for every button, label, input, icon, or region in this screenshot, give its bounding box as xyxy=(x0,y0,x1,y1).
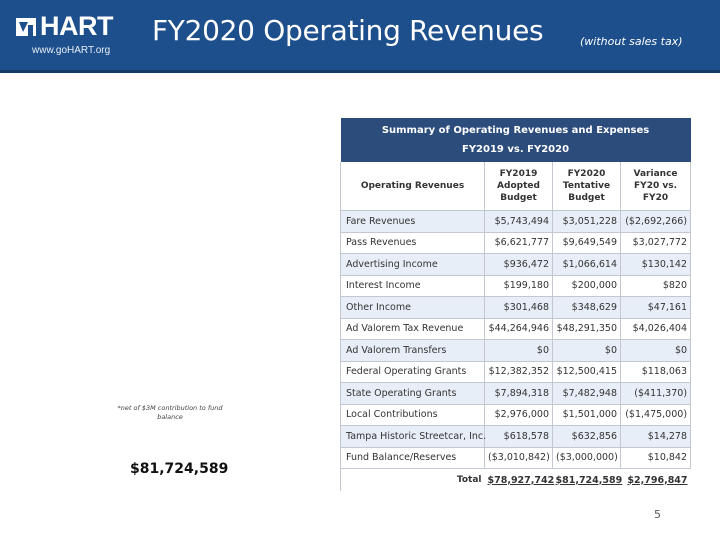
row-variance: $4,026,404 xyxy=(621,318,691,340)
row-fy2020: $0 xyxy=(553,340,621,362)
row-fy2019: $5,743,494 xyxy=(485,211,553,233)
row-variance: ($2,692,266) xyxy=(621,211,691,233)
row-fy2020: ($3,000,000) xyxy=(553,447,621,469)
summary-table xyxy=(340,118,691,491)
table-title-row xyxy=(341,118,691,162)
table-title xyxy=(341,118,691,162)
row-fy2019: $2,976,000 xyxy=(485,404,553,426)
row-fy2020: $200,000 xyxy=(553,275,621,297)
footnote: *net of $3M contribution to fund balance xyxy=(117,404,223,421)
row-fy2020: $7,482,948 xyxy=(553,383,621,405)
row-label: Federal Operating Grants xyxy=(341,361,485,383)
table-row xyxy=(341,340,691,362)
page-title: FY2020 Operating Revenues xyxy=(152,14,544,47)
table-body xyxy=(341,211,691,469)
table-row xyxy=(341,361,691,383)
row-variance: $10,842 xyxy=(621,447,691,469)
table-row xyxy=(341,404,691,426)
table-column-header-row xyxy=(341,162,691,211)
row-label: State Operating Grants xyxy=(341,383,485,405)
total-label: Total xyxy=(341,469,485,492)
row-variance: $130,142 xyxy=(621,254,691,276)
table-row xyxy=(341,447,691,469)
row-fy2020: $1,501,000 xyxy=(553,404,621,426)
row-variance: $820 xyxy=(621,275,691,297)
row-label: Local Contributions xyxy=(341,404,485,426)
table-total-row xyxy=(341,469,691,492)
big-total-amount: $81,724,589 xyxy=(130,461,229,477)
row-fy2019: $6,621,777 xyxy=(485,232,553,254)
table-row xyxy=(341,211,691,233)
row-fy2020: $3,051,228 xyxy=(553,211,621,233)
row-fy2019: $199,180 xyxy=(485,275,553,297)
row-fy2020: $348,629 xyxy=(553,297,621,319)
page-number: 5 xyxy=(654,508,661,521)
table-row xyxy=(341,383,691,405)
table-title-line1: Summary of Operating Revenues and Expenses xyxy=(381,125,650,136)
table-row xyxy=(341,426,691,448)
table-row xyxy=(341,297,691,319)
row-fy2020: $1,066,614 xyxy=(553,254,621,276)
row-label: Fare Revenues xyxy=(341,211,485,233)
row-label: Ad Valorem Tax Revenue xyxy=(341,318,485,340)
row-variance: $14,278 xyxy=(621,426,691,448)
column-header-fy2020: FY2020 Tentative Budget xyxy=(553,162,621,211)
row-label: Advertising Income xyxy=(341,254,485,276)
row-fy2019: $618,578 xyxy=(485,426,553,448)
table-row xyxy=(341,232,691,254)
row-fy2019: $44,264,946 xyxy=(485,318,553,340)
page-subtitle: (without sales tax) xyxy=(580,35,683,48)
row-label: Tampa Historic Streetcar, Inc. xyxy=(341,426,485,448)
total-variance: $2,796,847 xyxy=(621,469,691,492)
row-fy2020: $632,856 xyxy=(553,426,621,448)
header-bar xyxy=(0,0,720,73)
hart-logo[interactable] xyxy=(16,11,132,64)
row-variance: $3,027,772 xyxy=(621,232,691,254)
row-variance: $118,063 xyxy=(621,361,691,383)
row-label: Interest Income xyxy=(341,275,485,297)
row-fy2019: $12,382,352 xyxy=(485,361,553,383)
row-label: Pass Revenues xyxy=(341,232,485,254)
total-fy2020: $81,724,589 xyxy=(553,469,621,492)
table-row xyxy=(341,318,691,340)
row-fy2020: $48,291,350 xyxy=(553,318,621,340)
row-fy2020: $9,649,549 xyxy=(553,232,621,254)
row-variance: ($411,370) xyxy=(621,383,691,405)
row-variance: $0 xyxy=(621,340,691,362)
logo-text: HART xyxy=(40,11,113,41)
row-label: Ad Valorem Transfers xyxy=(341,340,485,362)
logo-url: www.goHART.org xyxy=(32,45,111,56)
column-header-variance: Variance FY20 vs. FY20 xyxy=(621,162,691,211)
row-fy2019: $0 xyxy=(485,340,553,362)
row-fy2019: $7,894,318 xyxy=(485,383,553,405)
summary-table-container xyxy=(340,118,690,491)
table-row xyxy=(341,254,691,276)
column-header-fy2019: FY2019 Adopted Budget xyxy=(485,162,553,211)
row-variance: ($1,475,000) xyxy=(621,404,691,426)
total-fy2019: $78,927,742 xyxy=(485,469,553,492)
column-header-operating-revenues: Operating Revenues xyxy=(341,162,485,211)
row-label: Other Income xyxy=(341,297,485,319)
hart-logo-mark-icon xyxy=(16,16,38,38)
table-title-line2: FY2019 vs. FY2020 xyxy=(461,144,570,155)
table-row xyxy=(341,275,691,297)
row-fy2020: $12,500,415 xyxy=(553,361,621,383)
row-fy2019: ($3,010,842) xyxy=(485,447,553,469)
row-variance: $47,161 xyxy=(621,297,691,319)
row-label: Fund Balance/Reserves xyxy=(341,447,485,469)
row-fy2019: $936,472 xyxy=(485,254,553,276)
row-fy2019: $301,468 xyxy=(485,297,553,319)
